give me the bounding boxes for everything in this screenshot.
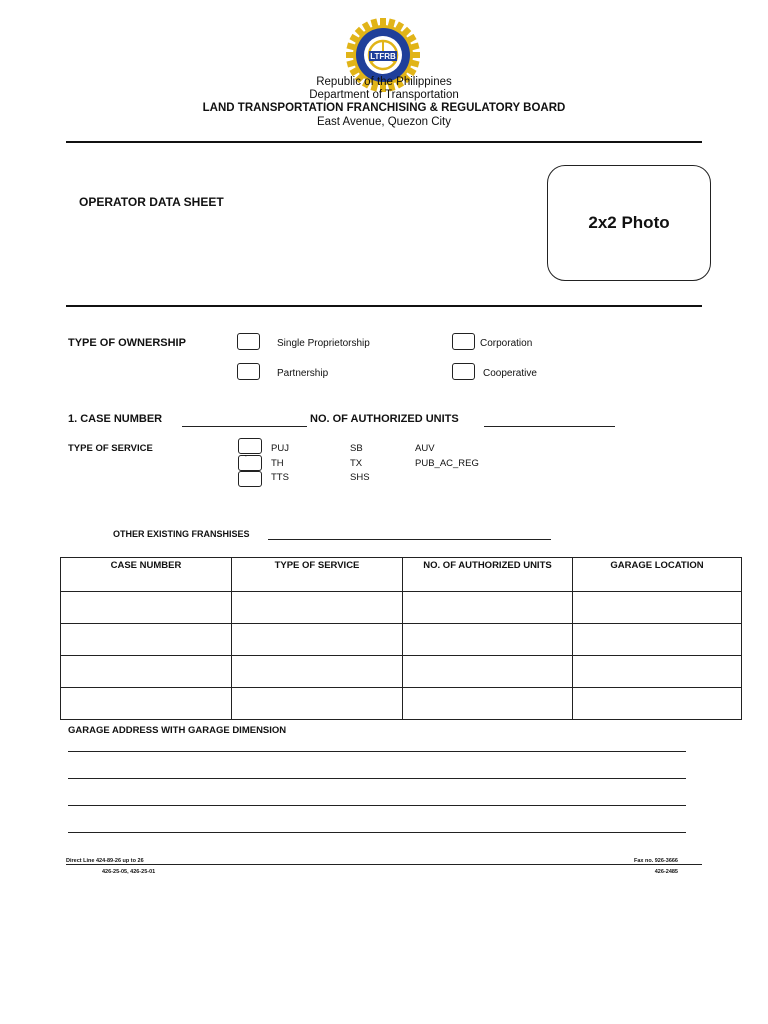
logo-text: LTFRB — [370, 52, 396, 61]
service-option-tts: TTS — [271, 472, 289, 483]
table-cell[interactable] — [232, 688, 403, 720]
footer-direct-line-2: 426-25-05, 426-25-01 — [102, 869, 156, 875]
other-franchises-field[interactable] — [268, 539, 551, 540]
service-option-puj: PUJ — [271, 443, 289, 454]
table-cell[interactable] — [573, 624, 742, 656]
table-cell[interactable] — [403, 688, 573, 720]
service-checkbox-1[interactable] — [238, 438, 262, 454]
service-option-auv: AUV — [415, 443, 435, 454]
table-cell[interactable] — [573, 688, 742, 720]
table-cell[interactable] — [61, 656, 232, 688]
franchise-table — [60, 557, 742, 720]
authorized-units-field[interactable] — [484, 414, 615, 427]
column-header-case-number: CASE NUMBER — [61, 558, 232, 592]
single-proprietorship-checkbox[interactable] — [237, 333, 260, 350]
header-republic: Republic of the Philippines — [316, 76, 452, 88]
table-cell[interactable] — [403, 592, 573, 624]
table-cell[interactable] — [232, 624, 403, 656]
single-proprietorship-label: Single Proprietorship — [277, 338, 370, 349]
column-header-type-of-service: TYPE OF SERVICE — [232, 558, 403, 592]
garage-address-label: GARAGE ADDRESS WITH GARAGE DIMENSION — [68, 725, 287, 736]
garage-address-line-3[interactable] — [68, 805, 686, 806]
table-cell[interactable] — [403, 656, 573, 688]
header-divider — [66, 141, 702, 143]
header-department: Department of Transportation — [309, 89, 459, 101]
table-header-row — [61, 558, 742, 592]
table-row — [61, 656, 742, 688]
corporation-checkbox[interactable] — [452, 333, 475, 350]
footer-divider — [66, 864, 702, 865]
table-row — [61, 592, 742, 624]
table-cell[interactable] — [232, 592, 403, 624]
table-cell[interactable] — [573, 656, 742, 688]
table-row — [61, 624, 742, 656]
corporation-label: Corporation — [480, 338, 533, 349]
table-cell[interactable] — [232, 656, 403, 688]
table-cell[interactable] — [61, 592, 232, 624]
header-agency: LAND TRANSPORTATION FRANCHISING & REGULATORY BOARD — [202, 102, 566, 114]
authorized-units-label: NO. OF AUTHORIZED UNITS — [310, 413, 459, 425]
section-divider — [66, 305, 702, 307]
service-option-pub-ac-reg: PUB_AC_REG — [415, 458, 479, 469]
table-cell[interactable] — [61, 624, 232, 656]
page-title: OPERATOR DATA SHEET — [79, 195, 224, 209]
service-label: TYPE OF SERVICE — [68, 443, 153, 454]
header-address: East Avenue, Quezon City — [316, 116, 452, 128]
footer-fax-2: 426-2485 — [654, 869, 678, 875]
table-cell[interactable] — [573, 592, 742, 624]
service-option-sb: SB — [350, 443, 363, 454]
service-checkbox-2[interactable] — [238, 455, 262, 471]
other-franchises-label: OTHER EXISTING FRANSHISES — [113, 529, 250, 539]
service-option-th: TH — [271, 458, 284, 469]
photo-box[interactable] — [547, 165, 711, 281]
photo-label: 2x2 Photo — [588, 213, 670, 232]
case-number-field[interactable] — [182, 414, 307, 427]
partnership-checkbox[interactable] — [237, 363, 260, 380]
cooperative-checkbox[interactable] — [452, 363, 475, 380]
table-row — [61, 688, 742, 720]
service-option-shs: SHS — [350, 472, 370, 483]
ownership-label: TYPE OF OWNERSHIP — [68, 337, 186, 349]
table-cell[interactable] — [61, 688, 232, 720]
garage-address-line-1[interactable] — [68, 751, 686, 752]
column-header-garage-location: GARAGE LOCATION — [573, 558, 742, 592]
column-header-authorized-units: NO. OF AUTHORIZED UNITS — [403, 558, 573, 592]
garage-address-line-2[interactable] — [68, 778, 686, 779]
garage-address-line-4[interactable] — [68, 832, 686, 833]
case-number-label: 1. CASE NUMBER — [68, 413, 163, 425]
footer-fax: Fax no. 926-3666 — [633, 858, 678, 864]
service-option-tx: TX — [350, 458, 363, 469]
partnership-label: Partnership — [277, 368, 329, 379]
table-cell[interactable] — [403, 624, 573, 656]
service-checkbox-3[interactable] — [238, 471, 262, 487]
cooperative-label: Cooperative — [483, 368, 537, 379]
service-tick-mark: ` — [244, 454, 247, 464]
footer-direct-line: Direct Line 424-89-26 up to 26 — [66, 858, 144, 864]
